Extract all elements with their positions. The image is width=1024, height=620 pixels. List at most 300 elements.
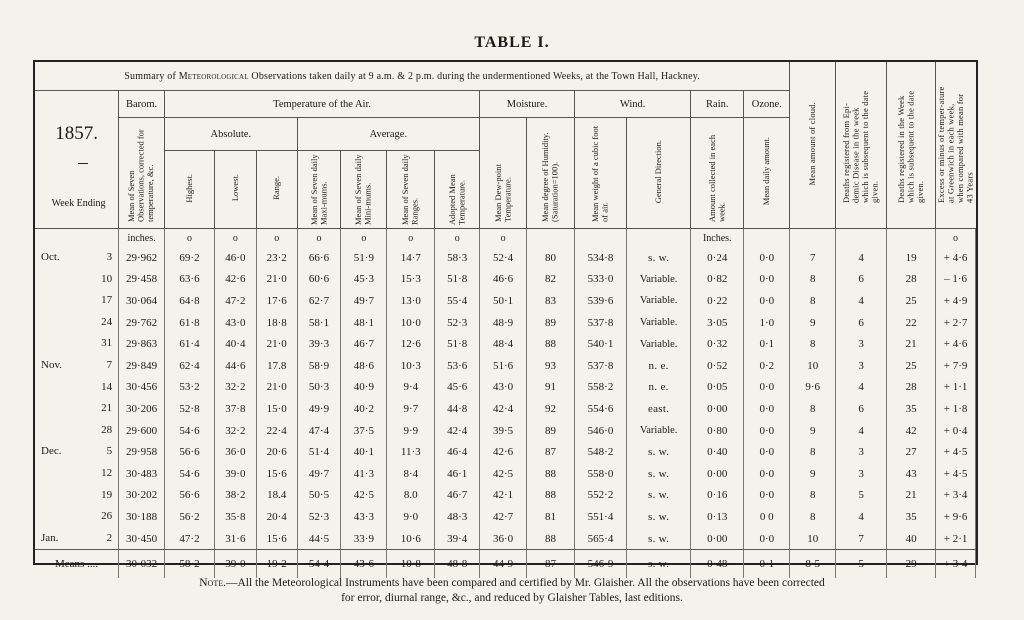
epidemic-deaths-cell: 5 xyxy=(836,485,887,507)
col-dew-point: Mean Dew-point Temperature. xyxy=(480,118,527,229)
highest-cell: 54·6 xyxy=(165,420,215,442)
mean-range-cell: 9·9 xyxy=(387,420,435,442)
barom-cell: 29·849 xyxy=(119,355,165,377)
air-weight-cell: 539·6 xyxy=(574,290,626,312)
mean-range-cell: 10·3 xyxy=(387,355,435,377)
temperature-group: Temperature of the Air. xyxy=(165,91,480,118)
excess-temp-cell: + 0·4 xyxy=(936,420,976,442)
epidemic-deaths-cell: 3 xyxy=(836,355,887,377)
day-label: 10 xyxy=(101,272,113,285)
mean-range-cell: 9·7 xyxy=(387,398,435,420)
dew-point-cell: 51·6 xyxy=(480,355,527,377)
cloud-cell: 9 xyxy=(790,463,836,485)
air-weight-cell: 548·2 xyxy=(574,441,626,463)
range-cell: 21·0 xyxy=(256,269,297,291)
range-cell: 20·4 xyxy=(256,506,297,528)
humidity-cell: 81 xyxy=(527,506,575,528)
deaths-cell: 25 xyxy=(887,290,936,312)
air-weight-cell: 537·8 xyxy=(574,355,626,377)
means-epidemic-deaths-cell: 5 xyxy=(836,550,887,579)
wind-group: Wind. xyxy=(574,91,690,118)
col-adopted-mean: Adopted Mean Temperature. xyxy=(435,151,480,229)
note-line-1: —All the Meteorological Instruments have been compared and certified by Mr. Glaisher. All the observations have been corrected xyxy=(225,577,825,589)
wind-direction-cell: Variable. xyxy=(627,333,691,355)
col-rain-amount: Amount collected in each week. xyxy=(691,118,744,229)
deaths-cell: 42 xyxy=(887,420,936,442)
rain-cell: 0·52 xyxy=(691,355,744,377)
month-label: Nov. xyxy=(41,358,62,371)
air-weight-cell: 554·6 xyxy=(574,398,626,420)
mean-range-cell: 11·3 xyxy=(387,441,435,463)
mean-max-cell: 58·9 xyxy=(297,355,341,377)
barom-cell: 30·206 xyxy=(119,398,165,420)
means-barom-cell: 30·032 xyxy=(119,550,165,579)
epidemic-deaths-cell: 4 xyxy=(836,420,887,442)
mean-max-cell: 49·7 xyxy=(297,463,341,485)
mean-min-cell: 49·7 xyxy=(341,290,387,312)
lowest-cell: 43·0 xyxy=(214,312,256,334)
deaths-cell: 28 xyxy=(887,269,936,291)
day-label: 7 xyxy=(106,358,113,371)
month-label: Dec. xyxy=(41,445,62,458)
humidity-cell: 88 xyxy=(527,463,575,485)
humidity-cell: 87 xyxy=(527,441,575,463)
cloud-cell: 10 xyxy=(790,355,836,377)
mean-max-cell: 62·7 xyxy=(297,290,341,312)
year-header xyxy=(35,91,119,229)
lowest-cell: 38·2 xyxy=(214,485,256,507)
highest-cell: 54·6 xyxy=(165,463,215,485)
unit-degree: o xyxy=(480,229,527,248)
deaths-cell: 43 xyxy=(887,463,936,485)
adopted-mean-cell: 39·4 xyxy=(435,528,480,550)
day-label: 2 xyxy=(106,531,113,544)
lowest-cell: 47·2 xyxy=(214,290,256,312)
week-ending-label: Week Ending xyxy=(51,198,106,209)
table-row xyxy=(35,398,976,420)
dew-point-cell: 39·5 xyxy=(480,420,527,442)
unit-inches: inches. xyxy=(119,229,165,248)
barom-group: Barom. xyxy=(119,91,165,118)
range-cell: 20·6 xyxy=(256,441,297,463)
humidity-cell: 88 xyxy=(527,333,575,355)
table-row xyxy=(35,420,976,442)
ozone-cell: 0·0 xyxy=(744,485,790,507)
cloud-cell: 8 xyxy=(790,333,836,355)
ozone-cell: 0·0 xyxy=(744,463,790,485)
mean-min-cell: 48·6 xyxy=(341,355,387,377)
col-mean-range: Mean of Seven daily Ranges. xyxy=(387,151,435,229)
highest-cell: 56·2 xyxy=(165,506,215,528)
rain-cell: 0·80 xyxy=(691,420,744,442)
cloud-cell: 8 xyxy=(790,485,836,507)
dew-point-cell: 42·4 xyxy=(480,398,527,420)
adopted-mean-cell: 52·3 xyxy=(435,312,480,334)
range-cell: 23·2 xyxy=(256,247,297,269)
day-label: 26 xyxy=(101,510,113,523)
col-humidity: Mean degree of Humidity. (Saturation=100). xyxy=(527,118,575,229)
rain-cell: 0·13 xyxy=(691,506,744,528)
range-cell: 21·0 xyxy=(256,333,297,355)
mean-range-cell: 10·6 xyxy=(387,528,435,550)
mean-range-cell: 13·0 xyxy=(387,290,435,312)
range-cell: 15·6 xyxy=(256,463,297,485)
epidemic-deaths-cell: 4 xyxy=(836,506,887,528)
day-label: 19 xyxy=(101,488,113,501)
highest-cell: 61·8 xyxy=(165,312,215,334)
humidity-cell: 91 xyxy=(527,377,575,399)
adopted-mean-cell: 48·3 xyxy=(435,506,480,528)
ozone-cell: 0 0 xyxy=(744,506,790,528)
humidity-cell: 89 xyxy=(527,420,575,442)
day-label: 28 xyxy=(101,423,113,436)
dew-point-cell: 42·1 xyxy=(480,485,527,507)
col-deaths-epidemic: Deaths registered from Epi-demic Disease in the week which is subsequent to the date given. xyxy=(836,62,887,229)
highest-cell: 63·6 xyxy=(165,269,215,291)
dew-point-cell: 42·7 xyxy=(480,506,527,528)
range-cell: 18·8 xyxy=(256,312,297,334)
mean-max-cell: 50·3 xyxy=(297,377,341,399)
mean-min-cell: 40·1 xyxy=(341,441,387,463)
deaths-cell: 35 xyxy=(887,398,936,420)
col-mean-max: Mean of Seven daily Maxi-mums. xyxy=(297,151,341,229)
barom-cell: 29·863 xyxy=(119,333,165,355)
unit-degree: o xyxy=(256,229,297,248)
barom-cell: 29·962 xyxy=(119,247,165,269)
rain-group: Rain. xyxy=(691,91,744,118)
barom-cell: 30·188 xyxy=(119,506,165,528)
col-range: Range. xyxy=(256,151,297,229)
mean-min-cell: 42·5 xyxy=(341,485,387,507)
adopted-mean-cell: 51·8 xyxy=(435,269,480,291)
day-label: 17 xyxy=(101,294,113,307)
cloud-cell: 7 xyxy=(790,247,836,269)
means-rain-cell: 0·48 xyxy=(691,550,744,579)
absolute-group: Absolute. xyxy=(165,118,298,151)
means-mean-min-cell: 43·6 xyxy=(341,550,387,579)
epidemic-deaths-cell: 7 xyxy=(836,528,887,550)
wind-direction-cell: Variable. xyxy=(627,312,691,334)
barom-cell: 30·483 xyxy=(119,463,165,485)
mean-max-cell: 49·9 xyxy=(297,398,341,420)
day-label: 3 xyxy=(106,251,113,263)
range-cell: 21·0 xyxy=(256,377,297,399)
means-ozone-cell: 0·1 xyxy=(744,550,790,579)
col-wind-weight: Mean weight of a cubic foot of air. xyxy=(574,118,626,229)
ozone-cell: 0·0 xyxy=(744,420,790,442)
means-deaths-cell: 29 xyxy=(887,550,936,579)
highest-cell: 53·2 xyxy=(165,377,215,399)
rain-cell: 0·82 xyxy=(691,269,744,291)
adopted-mean-cell: 51·8 xyxy=(435,333,480,355)
day-label: 12 xyxy=(101,466,113,479)
mean-range-cell: 10·0 xyxy=(387,312,435,334)
adopted-mean-cell: 45·6 xyxy=(435,377,480,399)
range-cell: 17.8 xyxy=(256,355,297,377)
mean-range-cell: 14·7 xyxy=(387,247,435,269)
mean-min-cell: 40·9 xyxy=(341,377,387,399)
range-cell: 18.4 xyxy=(256,485,297,507)
ozone-cell: 0·0 xyxy=(744,377,790,399)
units-row xyxy=(35,229,976,248)
air-weight-cell: 537·8 xyxy=(574,312,626,334)
humidity-cell: 93 xyxy=(527,355,575,377)
rain-cell: 0·00 xyxy=(691,398,744,420)
day-label: 5 xyxy=(106,445,113,458)
highest-cell: 52·8 xyxy=(165,398,215,420)
rain-cell: 0·16 xyxy=(691,485,744,507)
summary-caption: Summary of Meteorological Observations taken daily at 9 a.m. & 2 p.m. during the undermentioned Weeks, at the Town Hall, Hackney. xyxy=(35,62,790,91)
deaths-cell: 35 xyxy=(887,506,936,528)
excess-temp-cell: + 2·1 xyxy=(936,528,976,550)
barom-cell: 29·458 xyxy=(119,269,165,291)
air-weight-cell: 540·1 xyxy=(574,333,626,355)
ozone-cell: 0·0 xyxy=(744,290,790,312)
mean-min-cell: 40·2 xyxy=(341,398,387,420)
dew-point-cell: 48·9 xyxy=(480,312,527,334)
barom-cell: 29·600 xyxy=(119,420,165,442)
col-wind-direction: General Direction. xyxy=(627,118,691,229)
col-excess: Excess or minus of temper-ature at Greenwich in each week, when compared with mean for 43 Years xyxy=(936,62,976,229)
air-weight-cell: 546·0 xyxy=(574,420,626,442)
adopted-mean-cell: 44·8 xyxy=(435,398,480,420)
mean-min-cell: 48·1 xyxy=(341,312,387,334)
barom-cell: 30·202 xyxy=(119,485,165,507)
excess-temp-cell: + 4·9 xyxy=(936,290,976,312)
week-ending-cell xyxy=(35,528,119,550)
excess-temp-cell: + 4·5 xyxy=(936,463,976,485)
humidity-cell: 80 xyxy=(527,247,575,269)
means-adopted-mean-cell: 48·8 xyxy=(435,550,480,579)
range-cell: 17·6 xyxy=(256,290,297,312)
air-weight-cell: 533·0 xyxy=(574,269,626,291)
cloud-cell: 10 xyxy=(790,528,836,550)
lowest-cell: 39·0 xyxy=(214,463,256,485)
excess-temp-cell: + 7·9 xyxy=(936,355,976,377)
mean-min-cell: 51·9 xyxy=(341,247,387,269)
highest-cell: 64·8 xyxy=(165,290,215,312)
table-row xyxy=(35,377,976,399)
deaths-cell: 27 xyxy=(887,441,936,463)
deaths-cell: 19 xyxy=(887,247,936,269)
wind-direction-cell: Variable. xyxy=(627,290,691,312)
mean-max-cell: 66·6 xyxy=(297,247,341,269)
means-cloud-cell: 8·5 xyxy=(790,550,836,579)
week-ending-cell xyxy=(35,247,119,269)
unit-degree: o xyxy=(165,229,215,248)
table-row xyxy=(35,312,976,334)
cloud-cell: 8 xyxy=(790,441,836,463)
humidity-cell: 89 xyxy=(527,312,575,334)
dew-point-cell: 50·1 xyxy=(480,290,527,312)
lowest-cell: 36·0 xyxy=(214,441,256,463)
air-weight-cell: 558·0 xyxy=(574,463,626,485)
unit-degree: o xyxy=(297,229,341,248)
rain-cell: 0·00 xyxy=(691,463,744,485)
mean-min-cell: 33·9 xyxy=(341,528,387,550)
rain-cell: 0·00 xyxy=(691,528,744,550)
means-range-cell: 19·2 xyxy=(256,550,297,579)
mean-range-cell: 12·6 xyxy=(387,333,435,355)
unit-degree: o xyxy=(214,229,256,248)
excess-temp-cell: + 3·4 xyxy=(936,485,976,507)
col-mean-min: Mean of Seven daily Mini-mums. xyxy=(341,151,387,229)
air-weight-cell: 551·4 xyxy=(574,506,626,528)
dew-point-cell: 46·6 xyxy=(480,269,527,291)
wind-direction-cell: Variable. xyxy=(627,420,691,442)
footnote xyxy=(0,576,1024,606)
means-wind-direction-cell: s. w. xyxy=(627,550,691,579)
rain-cell: 0·40 xyxy=(691,441,744,463)
col-ozone-mean: Mean daily amount. xyxy=(744,118,790,229)
deaths-cell: 21 xyxy=(887,485,936,507)
table-title: TABLE I. xyxy=(474,34,550,51)
cloud-cell: 8 xyxy=(790,269,836,291)
day-label: 24 xyxy=(101,315,113,328)
unit-degree: o xyxy=(341,229,387,248)
mean-max-cell: 51·4 xyxy=(297,441,341,463)
table-body xyxy=(35,229,976,579)
average-group: Average. xyxy=(297,118,480,151)
day-label: 31 xyxy=(101,337,113,350)
epidemic-deaths-cell: 6 xyxy=(836,269,887,291)
means-excess-temp-cell: + 3·4 xyxy=(936,550,976,579)
mean-range-cell: 15·3 xyxy=(387,269,435,291)
unit-degree: o xyxy=(435,229,480,248)
air-weight-cell: 565·4 xyxy=(574,528,626,550)
table-row xyxy=(35,506,976,528)
means-row xyxy=(35,550,976,579)
mean-min-cell: 41·3 xyxy=(341,463,387,485)
dew-point-cell: 43·0 xyxy=(480,377,527,399)
ozone-cell: 0·0 xyxy=(744,398,790,420)
week-ending-cell xyxy=(35,333,119,355)
adopted-mean-cell: 58·3 xyxy=(435,247,480,269)
mean-range-cell: 9·4 xyxy=(387,377,435,399)
highest-cell: 61·4 xyxy=(165,333,215,355)
day-label: 14 xyxy=(101,380,113,393)
epidemic-deaths-cell: 4 xyxy=(836,247,887,269)
wind-direction-cell: n. e. xyxy=(627,377,691,399)
lowest-cell: 44·6 xyxy=(214,355,256,377)
day-label: 21 xyxy=(101,402,113,415)
epidemic-deaths-cell: 6 xyxy=(836,398,887,420)
wind-direction-cell: Variable. xyxy=(627,269,691,291)
table-row xyxy=(35,485,976,507)
mean-range-cell: 8·4 xyxy=(387,463,435,485)
lowest-cell: 35·8 xyxy=(214,506,256,528)
rain-cell: 3·05 xyxy=(691,312,744,334)
cloud-cell: 8 xyxy=(790,290,836,312)
mean-range-cell: 8.0 xyxy=(387,485,435,507)
mean-max-cell: 58·1 xyxy=(297,312,341,334)
cloud-cell: 8 xyxy=(790,506,836,528)
ozone-cell: 0·2 xyxy=(744,355,790,377)
col-barom-mean: Mean of Seven Observations, corrected for temperature, &c. xyxy=(119,118,165,229)
adopted-mean-cell: 46·4 xyxy=(435,441,480,463)
dew-point-cell: 48·4 xyxy=(480,333,527,355)
table-row xyxy=(35,247,976,269)
rain-cell: 0·32 xyxy=(691,333,744,355)
rain-cell: 0·22 xyxy=(691,290,744,312)
lowest-cell: 42·6 xyxy=(214,269,256,291)
highest-cell: 56·6 xyxy=(165,441,215,463)
week-ending-cell xyxy=(35,398,119,420)
range-cell: 15·0 xyxy=(256,398,297,420)
means-air-weight-cell: 546·9 xyxy=(574,550,626,579)
means-label: Means .... xyxy=(35,550,119,579)
month-label: Oct. xyxy=(41,251,60,263)
highest-cell: 69·2 xyxy=(165,247,215,269)
excess-temp-cell: + 2·7 xyxy=(936,312,976,334)
table-row xyxy=(35,441,976,463)
week-ending-cell xyxy=(35,269,119,291)
table-row xyxy=(35,333,976,355)
year-label: 1857. xyxy=(55,123,98,144)
excess-temp-cell: + 4·5 xyxy=(936,441,976,463)
week-ending-cell xyxy=(35,290,119,312)
deaths-cell: 40 xyxy=(887,528,936,550)
ozone-cell: 1·0 xyxy=(744,312,790,334)
cloud-cell: 9·6 xyxy=(790,377,836,399)
lowest-cell: 40·4 xyxy=(214,333,256,355)
barom-cell: 30·456 xyxy=(119,377,165,399)
highest-cell: 62·4 xyxy=(165,355,215,377)
year-dash xyxy=(78,163,88,164)
rain-cell: 0·05 xyxy=(691,377,744,399)
unit-inches-rain: Inches. xyxy=(691,229,744,248)
col-deaths-week: Deaths registered in the Week which is subsequent to the date given. xyxy=(887,62,936,229)
mean-min-cell: 37·5 xyxy=(341,420,387,442)
wind-direction-cell: s. w. xyxy=(627,528,691,550)
lowest-cell: 32·2 xyxy=(214,377,256,399)
highest-cell: 56·6 xyxy=(165,485,215,507)
highest-cell: 47·2 xyxy=(165,528,215,550)
ozone-cell: 0·1 xyxy=(744,333,790,355)
air-weight-cell: 552·2 xyxy=(574,485,626,507)
excess-temp-cell: + 4·6 xyxy=(936,333,976,355)
epidemic-deaths-cell: 3 xyxy=(836,463,887,485)
wind-direction-cell: s. w. xyxy=(627,441,691,463)
col-lowest: Lowest. xyxy=(214,151,256,229)
means-mean-range-cell: 10·8 xyxy=(387,550,435,579)
ozone-cell: 0·0 xyxy=(744,247,790,269)
table-row xyxy=(35,290,976,312)
unit-degree: o xyxy=(936,229,976,248)
humidity-cell: 88 xyxy=(527,528,575,550)
excess-temp-cell: + 9·6 xyxy=(936,506,976,528)
week-ending-cell xyxy=(35,441,119,463)
wind-direction-cell: n. e. xyxy=(627,355,691,377)
wind-direction-cell: s. w. xyxy=(627,247,691,269)
mean-min-cell: 46·7 xyxy=(341,333,387,355)
barom-cell: 30·064 xyxy=(119,290,165,312)
lowest-cell: 37·8 xyxy=(214,398,256,420)
humidity-cell: 92 xyxy=(527,398,575,420)
col-highest: Highest. xyxy=(165,151,215,229)
week-ending-cell xyxy=(35,355,119,377)
table-row xyxy=(35,355,976,377)
mean-max-cell: 47·4 xyxy=(297,420,341,442)
deaths-cell: 25 xyxy=(887,355,936,377)
wind-direction-cell: east. xyxy=(627,398,691,420)
week-ending-cell xyxy=(35,485,119,507)
unit-degree: o xyxy=(387,229,435,248)
adopted-mean-cell: 46·1 xyxy=(435,463,480,485)
dew-point-cell: 42·5 xyxy=(480,463,527,485)
humidity-cell: 83 xyxy=(527,290,575,312)
deaths-cell: 22 xyxy=(887,312,936,334)
